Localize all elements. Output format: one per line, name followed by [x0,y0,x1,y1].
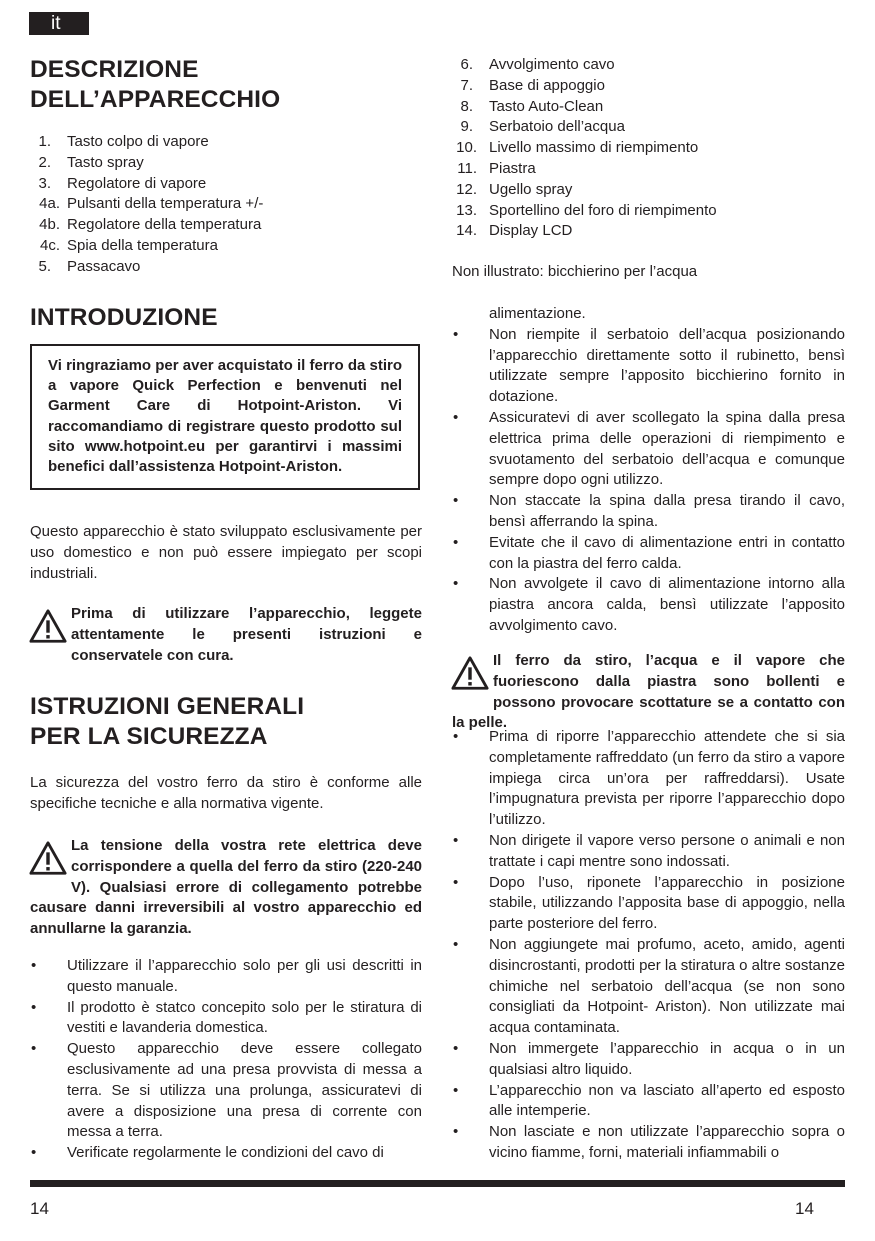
list-item: 1. Tasto colpo di vapore [38,133,209,150]
language-tab: it [29,12,89,35]
list-item: • Non dirigete il vapore verso persone o animali e non trattate i capi mentre sono indossati. [452,831,845,873]
list-item: • Prima di riporre l’apparecchio attendete che si sia completamente raffreddato (un ferro da stiro a vapore impiega circa un’ora per raffreddarsi). Usate l’impugnatura prevista per riporre l’apparecchio dopo l’utilizzo. [452,727,845,831]
parts-list-left [30,132,263,278]
warning-read-instructions: Prima di utilizzare l’apparecchio, leggete attentamente le presenti istruzioni e conservatele con cura. [30,604,422,666]
intro-box: Vi ringraziamo per aver acquistato il ferro da stiro a vapore Quick Perfection e benvenuti nel Garment Care di Hotpoint-Ariston. Vi raccomandiamo di registrare questo prodotto sul sito www.hotpoint.eu per garantirvi i massimi benefici dall’assistenza Hotpoint-Ariston. [30,344,420,490]
intro-paragraph: Questo apparecchio è stato sviluppato esclusivamente per uso domestico e non può essere impiegato per scopi industriali. [30,523,422,582]
warning-icon [29,608,67,646]
list-item: 5. Passacavo [38,257,141,275]
list-item: 2. Tasto spray [38,153,144,171]
list-item: • Non staccate la spina dalla presa tirando il cavo, bensì afferrando la spina. [452,491,845,533]
list-item: 10. Livello massimo di riempimento [456,139,699,157]
list-item: • Questo apparecchio deve essere collegato esclusivamente ad una presa provvista di messa a terra. Se si utilizza una prolunga, assicuratevi di avere a disposizione una presa di corrente con messa a terra. [30,1039,422,1143]
warning-icon [29,840,67,878]
list-item: • Assicuratevi di aver scollegato la spina dalla presa elettrica prima delle operazioni di riempimento e svuotamento del serbatoio dell’acqua e comunque sempre dopo ogni utilizzo. [452,408,845,491]
heading-description: DESCRIZIONE DELL’APPARECCHIO [30,56,281,113]
safety-bullets-right-a [452,304,845,637]
list-item: • Verificate regolarmente le condizioni del cavo di [30,1143,422,1164]
list-item: 4b. Regolatore della temperatura [39,216,262,234]
warning-icon [451,655,489,693]
list-item: • Il prodotto è statco concepito solo per le stiratura di vestiti e lavanderia domestica. [30,998,422,1040]
list-item: • L’apparecchio non va lasciato all’aperto ed esposto alle intemperie. [452,1081,845,1123]
list-item: 14. Display LCD [456,222,573,240]
list-item: 4a. Pulsanti della temperatura +/- [39,195,264,213]
heading-introduction: INTRODUZIONE [30,304,218,331]
list-item: 11. Piastra [457,159,536,177]
list-item-continued: alimentazione. [489,305,586,322]
list-item: • Non riempite il serbatoio dell’acqua posizionando l’apparecchio direttamente sotto il rubinetto, bensì utilizzate sempre l’apposito bicchierino fornito in dotazione. [452,325,845,408]
list-item: • Non avvolgete il cavo di alimentazione intorno alla piastra ancora calda, bensì utilizzate l’apposito avvolgimento cavo. [452,574,845,636]
list-item: 9. Serbatoio dell’acqua [460,118,625,136]
list-item: • Non immergete l’apparecchio in acqua o in un qualsiasi altro liquido. [452,1039,845,1081]
list-item: • Evitate che il cavo di alimentazione entri in contatto con la piastra del ferro calda. [452,533,845,575]
heading-safety: ISTRUZIONI GENERALI PER LA SICUREZZA [30,693,305,750]
parts-list-right [452,55,717,242]
warning-hot-surface: Il ferro da stiro, l’acqua e il vapore che fuoriescono dalla piastra sono bollenti e possono provocare scottature se a contatto con la pelle. [452,652,845,732]
list-item: • Utilizzare il l’apparecchio solo per gli usi descritti in questo manuale. [30,956,422,998]
list-item: 6. Avvolgimento cavo [460,56,615,73]
page-number-left: 14 [30,1199,49,1218]
not-illustrated-note: Non illustrato: bicchierino per l’acqua [452,263,698,280]
list-item: • Dopo l’uso, riponete l’apparecchio in posizione stabile, utilizzando l’apposita base di appoggio, nella parte posteriore del ferro. [452,873,845,935]
safety-bullets-left [30,956,422,1164]
list-item: 3. Regolatore di vapore [38,174,207,192]
list-item: • Non aggiungete mai profumo, aceto, amido, agenti disincrostanti, prodotti per la stiratura o altre sostanze chimiche nel serbatoio dell’acqua (se non sono consigliati da Hotpoint- Ariston). Non utilizzate mai acqua contaminata. [452,935,845,1039]
page-number-right: 14 [795,1199,814,1218]
list-item: 12. Ugello spray [456,180,573,198]
footer-rule [30,1180,845,1187]
list-item: • Non lasciate e non utilizzate l’apparecchio sopra o vicino fiamme, forni, materiali infiammabili o [452,1122,845,1164]
safety-bullets-right-b [452,727,845,1164]
warning-voltage: La tensione della vostra rete elettrica deve corrispondere a quella del ferro da stiro (220-240 V). Qualsiasi errore di collegamento potrebbe causare danni irreversibili al vostro apparecchio ed annullarne la garanzia. [30,837,422,938]
list-item: 7. Base di appoggio [460,76,605,94]
list-item: 4c. Spia della temperatura [39,236,218,254]
safety-paragraph: La sicurezza del vostro ferro da stiro è conforme alle specifiche tecniche e alla normativa vigente. [30,774,422,812]
list-item: 13. Sportellino del foro di riempimento [456,201,717,219]
list-item: 8. Tasto Auto-Clean [460,97,604,115]
